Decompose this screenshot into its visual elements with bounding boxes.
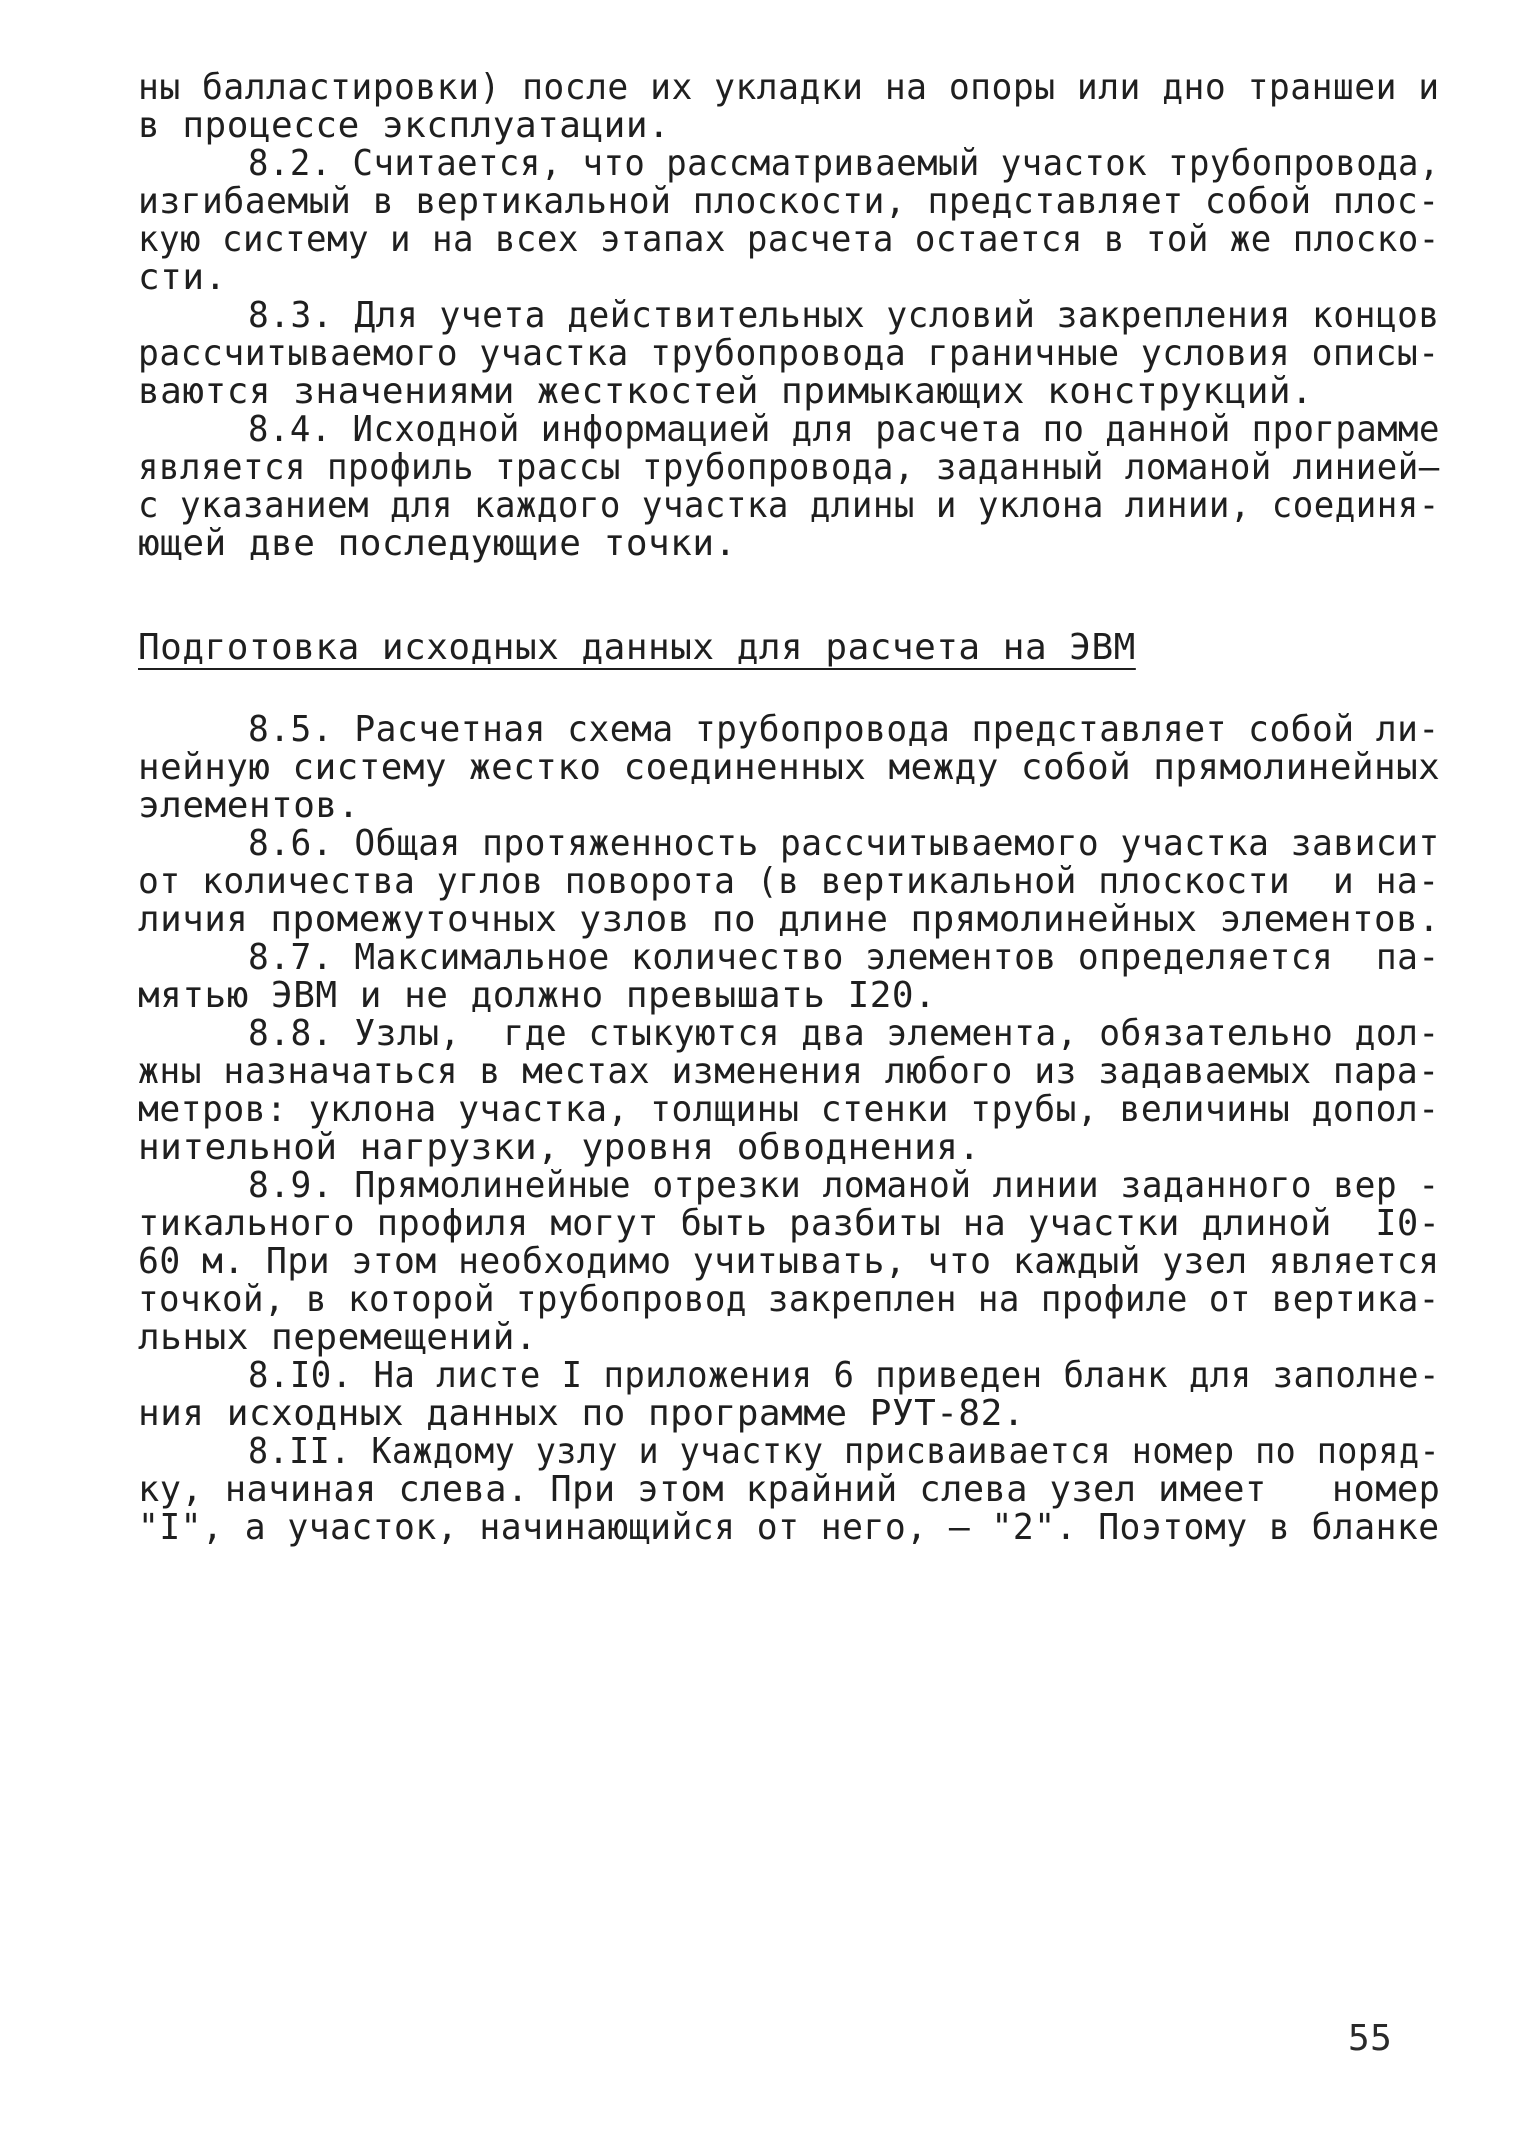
paragraph-8-5-line: 8.5. Расчетная схема трубопровода представляет собой ли- bbox=[248, 709, 1440, 750]
paragraph-8-9-line: точкой, в которой трубопровод закреплен на профиле от вертика- bbox=[138, 1279, 1440, 1320]
text-line: в процессе эксплуатации. bbox=[138, 105, 671, 146]
paragraph-8-4-line: 8.4. Исходной информацией для расчета по данной программе bbox=[248, 409, 1440, 450]
paragraph-8-5-line: элементов. bbox=[138, 785, 360, 826]
paragraph-8-7-line: 8.7. Максимальное количество элементов определяется па- bbox=[248, 937, 1440, 978]
paragraph-8-10-line: ния исходных данных по программе РУТ-82. bbox=[138, 1393, 1025, 1434]
paragraph-8-11-line: "I", а участок, начинающийся от него, – "2". Поэтому в бланке bbox=[138, 1507, 1440, 1548]
paragraph-8-8-line: жны назначаться в местах изменения любого из задаваемых пара- bbox=[138, 1051, 1440, 1092]
paragraph-8-3-line: ваются значениями жесткостей примыкающих конструкций. bbox=[138, 371, 1314, 412]
paragraph-8-5-line: нейную систему жестко соединенных между собой прямолинейных bbox=[138, 747, 1441, 788]
paragraph-8-11-line: 8.II. Каждому узлу и участку присваивается номер по поряд- bbox=[248, 1431, 1441, 1472]
paragraph-8-3-line: 8.3. Для учета действительных условий закрепления концов bbox=[248, 295, 1440, 336]
paragraph-8-9-line: льных перемещений. bbox=[138, 1317, 538, 1358]
paragraph-8-4-line: является профиль трассы трубопровода, заданный ломаной линией– bbox=[138, 447, 1440, 488]
paragraph-8-9-line: 60 м. При этом необходимо учитывать, что каждый узел является bbox=[138, 1241, 1440, 1282]
paragraph-8-2-line: изгибаемый в вертикальной плоскости, представляет собой плос- bbox=[138, 181, 1440, 222]
paragraph-8-11-line: ку, начиная слева. При этом крайний слева узел имеет номер bbox=[138, 1469, 1441, 1510]
paragraph-8-6-line: 8.6. Общая протяженность рассчитываемого участка зависит bbox=[248, 823, 1440, 864]
paragraph-8-6-line: личия промежуточных узлов по длине прямолинейных элементов. bbox=[138, 899, 1441, 940]
paragraph-8-8-line: 8.8. Узлы, где стыкуются два элемента, обязательно дол- bbox=[248, 1013, 1440, 1054]
paragraph-8-10-line: 8.I0. На листе I приложения 6 приведен бланк для заполне- bbox=[248, 1355, 1440, 1396]
paragraph-8-2-line: кую систему и на всех этапах расчета остается в той же плоско- bbox=[138, 219, 1440, 260]
paragraph-8-2-line: сти. bbox=[138, 257, 227, 298]
paragraph-8-9-line: тикального профиля могут быть разбиты на участки длиной I0- bbox=[138, 1203, 1441, 1244]
paragraph-8-9-line: 8.9. Прямолинейные отрезки ломаной линии заданного вер - bbox=[248, 1165, 1440, 1206]
paragraph-8-8-line: метров: уклона участка, толщины стенки трубы, величины допол- bbox=[138, 1089, 1440, 1130]
paragraph-8-4-line: с указанием для каждого участка длины и уклона линии, соединя- bbox=[138, 485, 1440, 526]
paragraph-8-2-line: 8.2. Считается, что рассматриваемый участок трубопровода, bbox=[248, 143, 1440, 184]
page-number: 55 bbox=[1348, 2018, 1393, 2059]
paragraph-8-4-line: ющей две последующие точки. bbox=[138, 523, 737, 564]
paragraph-8-7-line: мятью ЭВМ и не должно превышать I20. bbox=[138, 975, 937, 1016]
paragraph-8-6-line: от количества углов поворота (в вертикальной плоскости и на- bbox=[138, 861, 1440, 902]
text-line: ны балластировки) после их укладки на опоры или дно траншеи и bbox=[138, 67, 1440, 108]
paragraph-8-3-line: рассчитываемого участка трубопровода граничные условия описы- bbox=[138, 333, 1440, 374]
section-heading: Подготовка исходных данных для расчета на ЭВМ bbox=[138, 627, 1136, 668]
paragraph-8-8-line: нительной нагрузки, уровня обводнения. bbox=[138, 1127, 981, 1168]
